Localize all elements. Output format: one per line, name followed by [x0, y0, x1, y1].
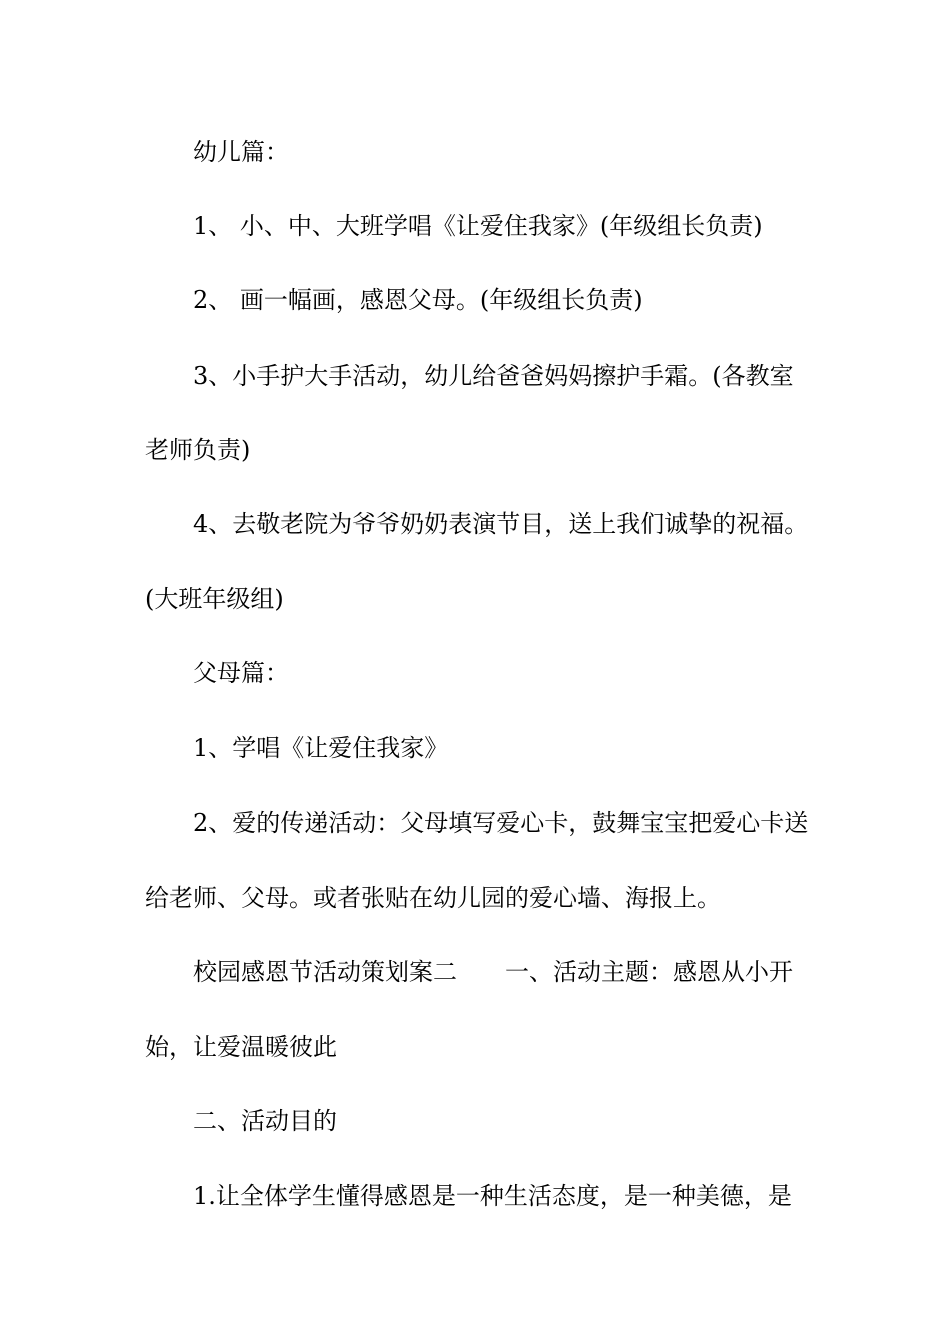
paragraph-line: 2、爱的传递活动：父母填写爱心卡，鼓舞宝宝把爱心卡送 [193, 809, 809, 837]
paragraph-line: 1、学唱《让爱住我家》 [193, 734, 449, 762]
paragraph-line: 3、小手护大手活动，幼儿给爸爸妈妈擦护手霜。(各教室 [193, 362, 794, 390]
section-heading-parents: 父母篇： [193, 659, 289, 687]
section-heading-children: 幼儿篇： [193, 138, 289, 166]
paragraph-line: 老师负责) [145, 436, 251, 464]
paragraph-line: (大班年级组) [145, 585, 284, 613]
paragraph-line: 始，让爱温暖彼此 [145, 1033, 337, 1061]
section-heading-purpose: 二、活动目的 [193, 1107, 337, 1135]
plan-title: 校园感恩节活动策划案二 [193, 958, 457, 986]
paragraph-line: 2、 画一幅画，感恩父母。(年级组长负责) [193, 286, 643, 314]
plan-title-line [193, 957, 810, 987]
paragraph-line: 给老师、父母。或者张贴在幼儿园的爱心墙、海报上。 [145, 884, 721, 912]
paragraph-line: 4、去敬老院为爷爷奶奶表演节目，送上我们诚挚的祝福。 [193, 510, 809, 538]
activity-theme: 一、活动主题：感恩从小开 [505, 958, 793, 986]
paragraph-line: 1、 小、中、大班学唱《让爱住我家》(年级组长负责) [193, 212, 763, 240]
paragraph-line: 1.让全体学生懂得感恩是一种生活态度，是一种美德，是 [193, 1182, 792, 1210]
